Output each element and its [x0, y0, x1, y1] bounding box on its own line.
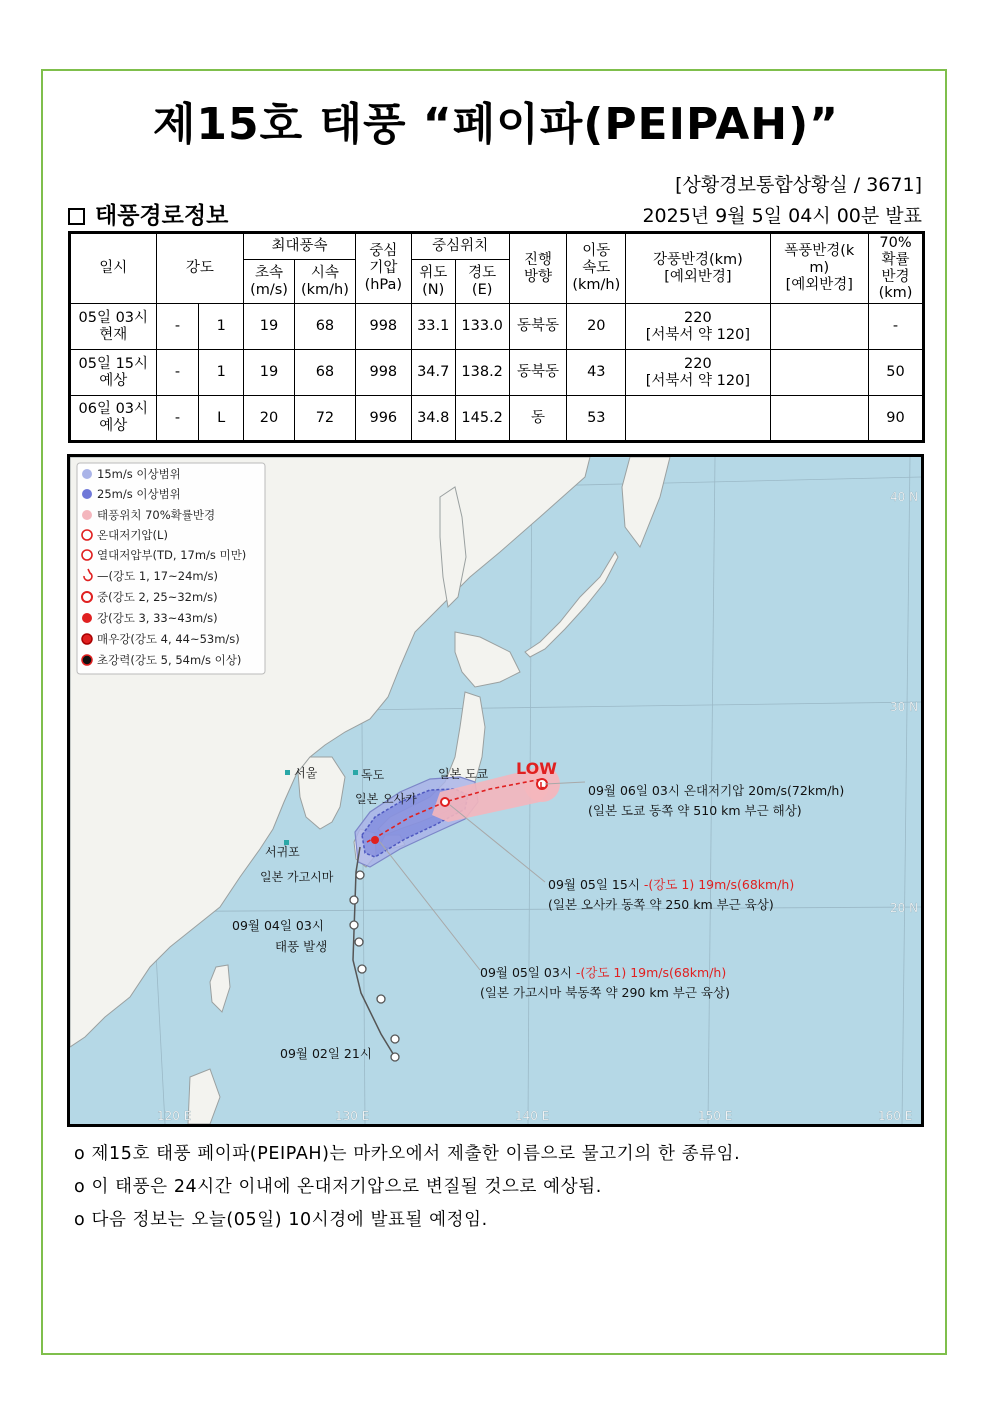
track-point-icon — [391, 1035, 399, 1043]
cell-gale: 220 [서북서 약 120] — [626, 350, 770, 396]
annotation-0221: 09월 02일 21시 — [280, 1046, 372, 1061]
typhoon-forecast-icon — [441, 798, 449, 806]
typhoon-current-icon — [371, 836, 379, 844]
header-intensity: 강도 — [156, 233, 244, 304]
header-direction: 진행 방향 — [509, 233, 567, 304]
annotation-0603-line2: (일본 도쿄 동쪽 약 510 km 부근 해상) — [588, 803, 802, 818]
typhoon-info-table — [68, 231, 925, 443]
legend-label: —(강도 1, 17~24m/s) — [97, 569, 218, 583]
header-speed: 이동 속도 (km/h) — [567, 233, 626, 304]
track-point-icon — [350, 896, 358, 904]
cell-lon: 138.2 — [455, 350, 509, 396]
place-tokyo: 일본 도쿄 — [438, 767, 489, 781]
place-kagoshima: 일본 가고시마 — [260, 870, 334, 884]
place-seoul: 서울 — [294, 766, 318, 780]
track-point-icon — [377, 995, 385, 1003]
table-row — [70, 304, 924, 350]
typhoon-grade3-icon — [82, 613, 92, 623]
legend-label: 강(강도 3, 33~43m/s) — [97, 611, 218, 625]
cell-dir: 동북동 — [509, 304, 567, 350]
table-row — [70, 396, 924, 442]
cell-grade: 1 — [199, 304, 244, 350]
cell-gale: 220 [서북서 약 120] — [626, 304, 770, 350]
place-dokdo: 독도 — [361, 768, 385, 782]
place-seogwipo: 서귀포 — [265, 845, 300, 859]
cell-kmh: 72 — [294, 396, 355, 442]
cell-prob: - — [869, 304, 924, 350]
cell-speed: 53 — [567, 396, 626, 442]
cell-grade: 1 — [199, 350, 244, 396]
lat-label-30: 30 N — [890, 700, 919, 714]
cell-time: 06일 03시 예상 — [70, 396, 157, 442]
cell-hpa: 998 — [355, 304, 411, 350]
table-row — [70, 350, 924, 396]
track-point-icon — [391, 1053, 399, 1061]
track-point-icon — [356, 871, 364, 879]
header-wind-kmh: 시속 (km/h) — [294, 260, 355, 304]
cell-dir: 동 — [509, 396, 567, 442]
header-center: 중심위치 — [411, 233, 509, 260]
cell-kmh: 68 — [294, 304, 355, 350]
annotation-0403-line1: 09월 04일 03시 — [232, 918, 324, 933]
cell-storm — [770, 350, 868, 396]
annotation-0515-line1: 09월 05일 15시 -(강도 1) 19m/s(68km/h) — [548, 877, 795, 892]
cell-ms: 19 — [244, 304, 295, 350]
dokdo-marker-icon — [353, 770, 358, 775]
cell-dir: 동북동 — [509, 350, 567, 396]
notes — [74, 1138, 740, 1237]
lat-label-40: 40 N — [890, 490, 919, 504]
track-point-icon — [355, 938, 363, 946]
lon-label-140: 140 E — [515, 1109, 550, 1123]
header-time: 일시 — [70, 233, 157, 304]
lon-label-130: 130 E — [335, 1109, 370, 1123]
legend-label: 15m/s 이상범위 — [97, 467, 181, 481]
issued-time: 2025년 9월 5일 04시 00분 발표 — [642, 205, 922, 227]
note-line: o 다음 정보는 오늘(05일) 10시경에 발표될 예정임. — [74, 1210, 488, 1230]
track-point-icon — [350, 921, 358, 929]
cell-prob: 90 — [869, 396, 924, 442]
low-marker-letter: L — [539, 781, 545, 790]
annotation-0503-line2: (일본 가고시마 북동쪽 약 290 km 부근 육상) — [480, 985, 730, 1000]
typhoon-grade4-icon — [82, 634, 92, 644]
lon-label-150: 150 E — [698, 1109, 733, 1123]
legend-label: 태풍위치 70%확률반경 — [97, 508, 216, 522]
track-point-icon — [358, 965, 366, 973]
page-title: 제15호 태풍 “페이파(PEIPAH)” — [152, 99, 840, 150]
cell-hpa: 996 — [355, 396, 411, 442]
header-gale-radius: 강풍반경(km) [예외반경] — [626, 233, 770, 304]
cell-class: - — [156, 350, 199, 396]
legend-label: 중(강도 2, 25~32m/s) — [97, 590, 218, 604]
cell-prob: 50 — [869, 350, 924, 396]
annotation-0403-line2: 태풍 발생 — [275, 939, 328, 954]
legend-label: 초강력(강도 5, 54m/s 이상) — [97, 653, 242, 667]
range-15-icon — [82, 469, 92, 479]
legend-label: 매우강(강도 4, 44~53m/s) — [97, 632, 240, 646]
prob-radius-icon — [82, 510, 92, 520]
cell-lat: 33.1 — [411, 304, 455, 350]
cell-speed: 43 — [567, 350, 626, 396]
seoul-marker-icon — [285, 770, 290, 775]
cell-hpa: 998 — [355, 350, 411, 396]
cell-lat: 34.7 — [411, 350, 455, 396]
map-legend — [77, 463, 265, 674]
lon-label-160: 160 E — [878, 1109, 913, 1123]
typhoon-grade5-icon — [82, 655, 92, 665]
cell-storm — [770, 304, 868, 350]
cell-ms: 19 — [244, 350, 295, 396]
range-25-icon — [82, 489, 92, 499]
cell-ms: 20 — [244, 396, 295, 442]
lon-label-120: 120 E — [157, 1109, 192, 1123]
place-osaka: 일본 오사카 — [355, 792, 417, 806]
legend-label: 열대저압부(TD, 17m/s 미만) — [97, 548, 247, 562]
cell-time: 05일 15시 예상 — [70, 350, 157, 396]
cell-class: - — [156, 396, 199, 442]
header-wind-ms: 초속 (m/s) — [244, 260, 295, 304]
legend-label: 25m/s 이상범위 — [97, 487, 181, 501]
header-prob-radius: 70% 확률 반경 (km) — [869, 233, 924, 304]
annotation-0515-line2: (일본 오사카 동쪽 약 250 km 부근 육상) — [548, 897, 774, 912]
section-title — [68, 197, 228, 230]
annotation-0503-line1: 09월 05일 03시 -(강도 1) 19m/s(68km/h) — [480, 965, 727, 980]
lat-label-20: 20 N — [890, 901, 919, 915]
low-label: LOW — [516, 759, 557, 778]
annotation-0603-line1: 09월 06일 03시 온대저기압 20m/s(72km/h) — [588, 783, 845, 798]
track-map — [67, 454, 924, 1127]
note-line: o 제15호 태풍 페이파(PEIPAH)는 마카오에서 제출한 이름으로 물고기의 한 종류임. — [74, 1144, 741, 1164]
cell-class: - — [156, 304, 199, 350]
header-lat: 위도 (N) — [411, 260, 455, 304]
cell-speed: 20 — [567, 304, 626, 350]
cell-gale — [626, 396, 770, 442]
note-line: o 이 태풍은 24시간 이내에 온대저기압으로 변질될 것으로 예상됨. — [74, 1177, 602, 1197]
header-lon: 경도 (E) — [455, 260, 509, 304]
header-storm-radius: 폭풍반경(k m) [예외반경] — [770, 233, 868, 304]
legend-label: 온대저기압(L) — [97, 528, 168, 542]
section-title-text: 태풍경로정보 — [95, 203, 229, 229]
office-label: [상황경보통합상황실 / 3671] — [675, 174, 922, 196]
cell-grade: L — [199, 396, 244, 442]
cell-lat: 34.8 — [411, 396, 455, 442]
cell-time: 05일 03시 현재 — [70, 304, 157, 350]
cell-kmh: 68 — [294, 350, 355, 396]
checkbox-icon — [68, 208, 85, 225]
header-max-wind: 최대풍속 — [244, 233, 356, 260]
header-pressure: 중심 기압 (hPa) — [355, 233, 411, 304]
cell-storm — [770, 396, 868, 442]
cell-lon: 133.0 — [455, 304, 509, 350]
cell-lon: 145.2 — [455, 396, 509, 442]
